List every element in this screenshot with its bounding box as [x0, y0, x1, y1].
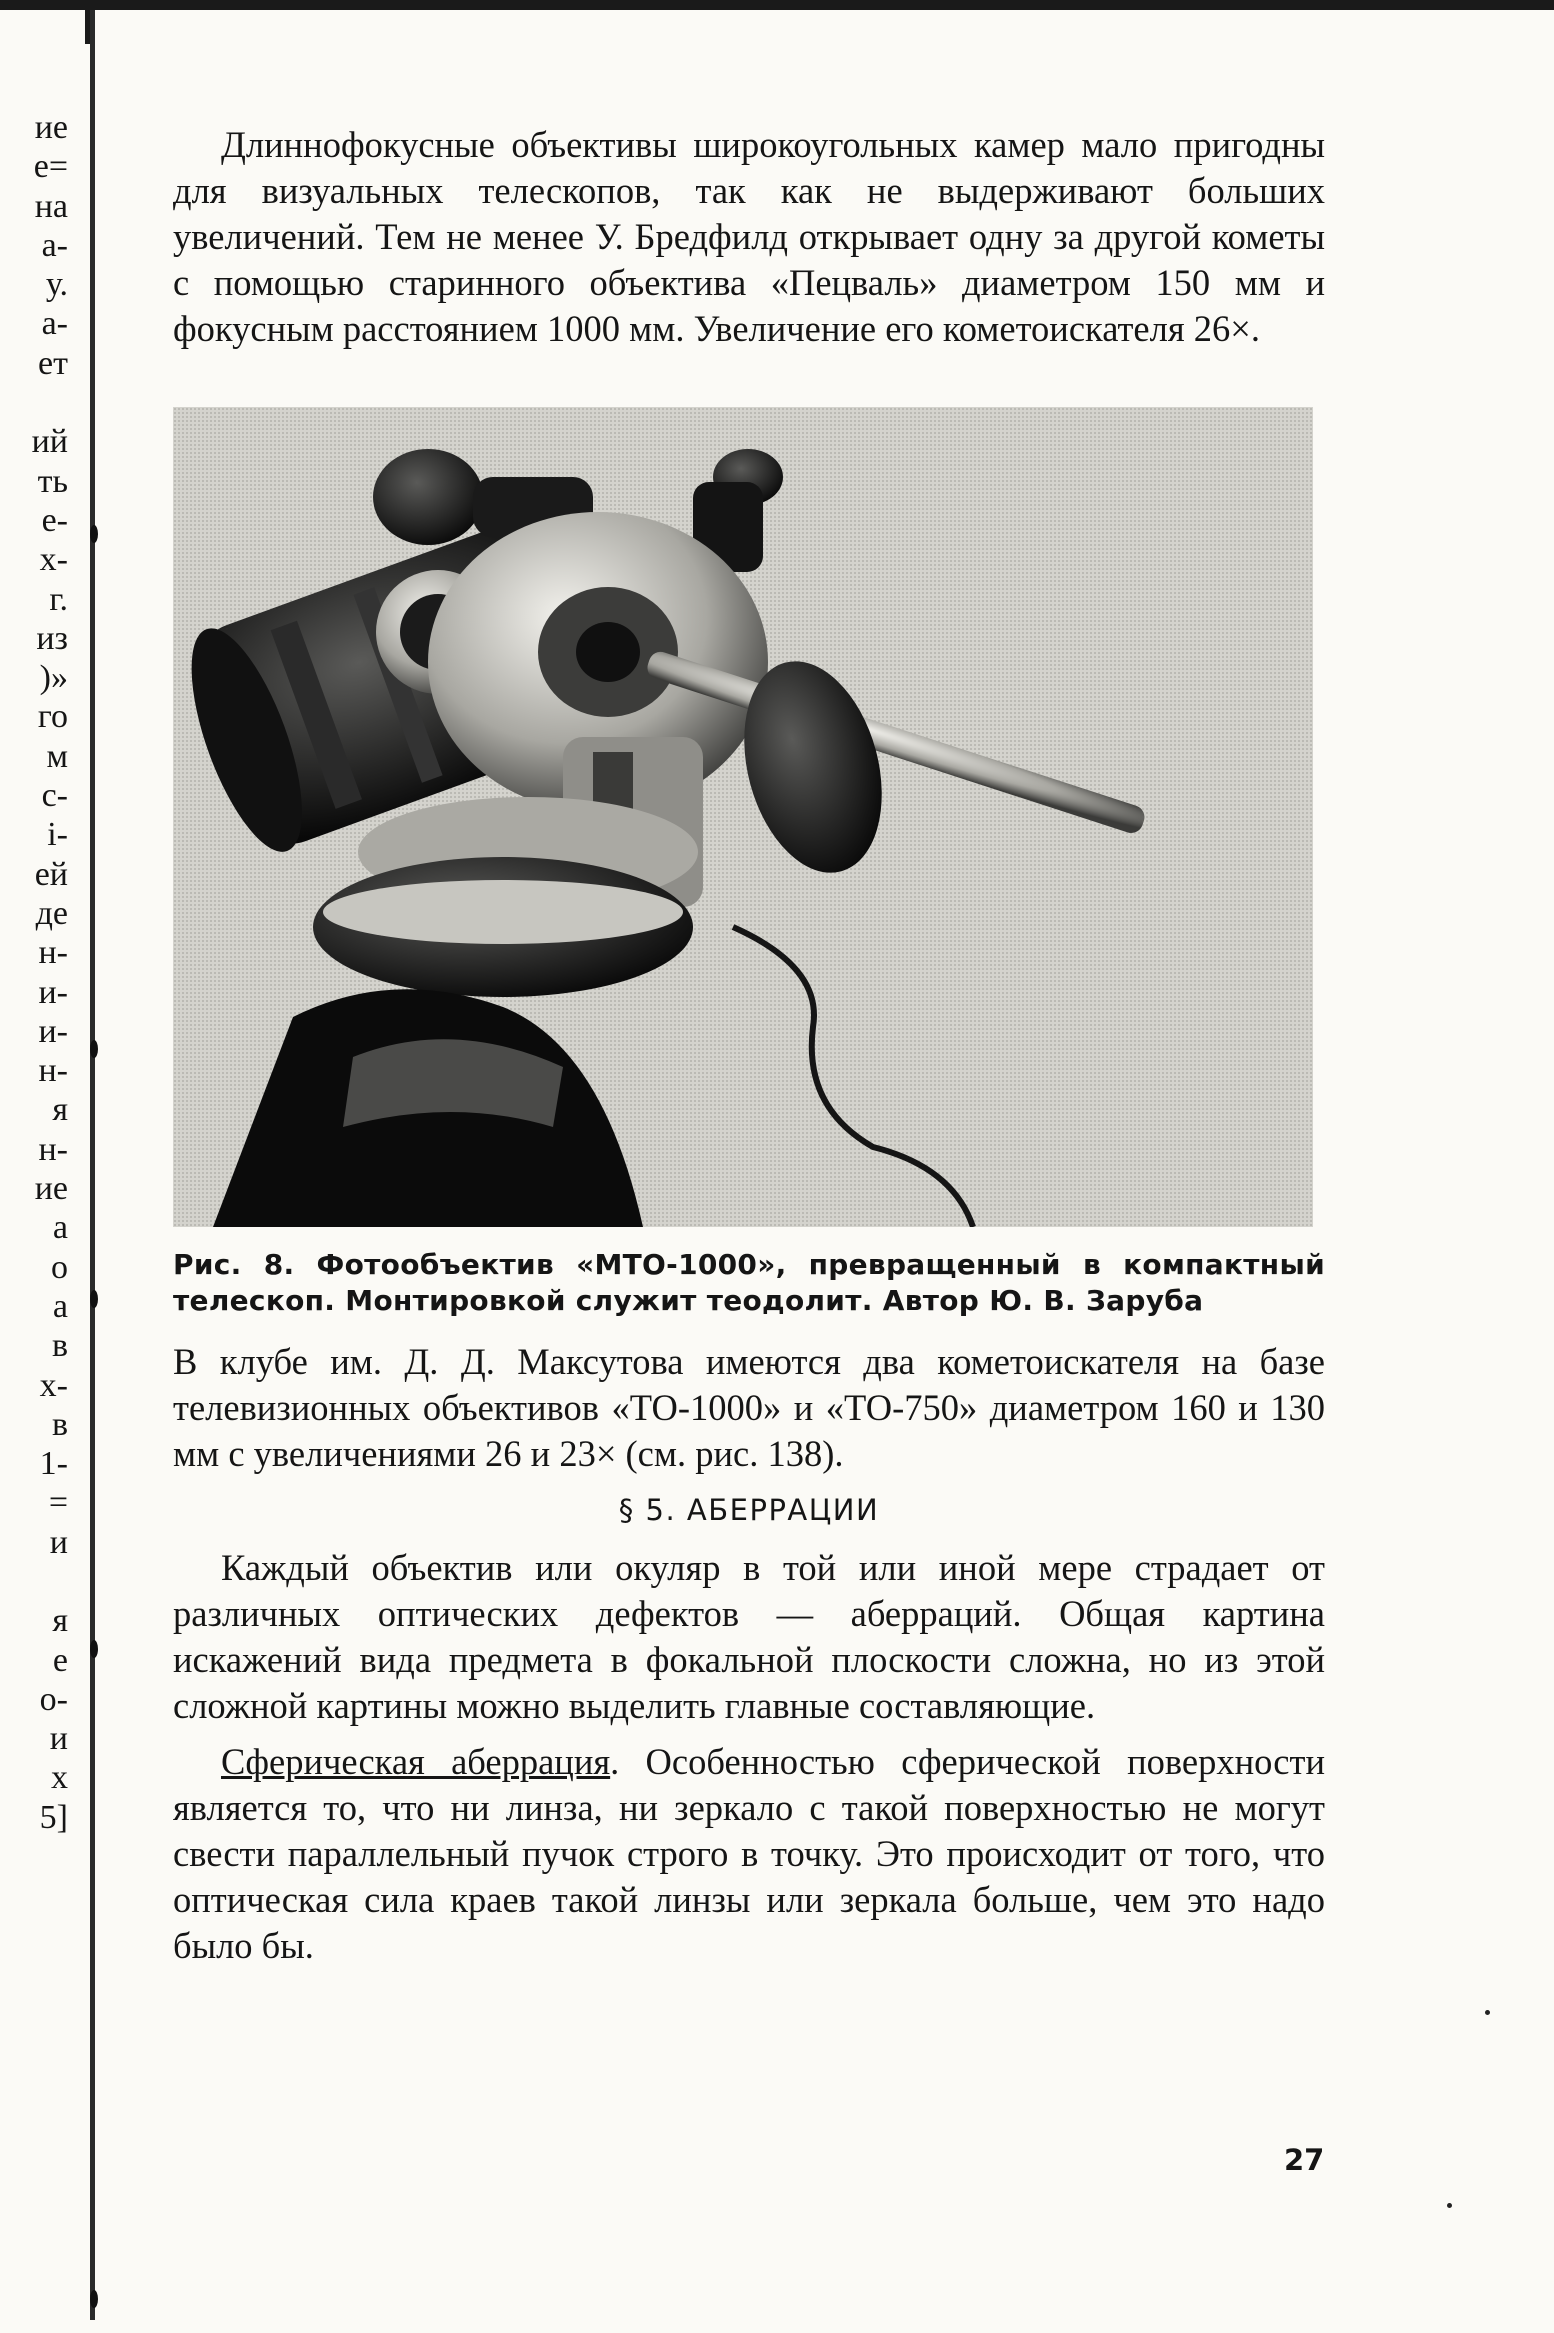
- paragraph-spherical-aberration: [173, 1739, 1325, 1969]
- gutter-marks: [86, 0, 100, 2333]
- margin-fragment: а: [52, 1209, 68, 1247]
- figure-caption: Рис. 8. Фотообъектив «МТО-1000», превращенный в компактный телескоп. Монтировкой служит теодолит. Автор Ю. В. Заруба: [173, 1248, 1325, 1317]
- margin-fragment: а-: [41, 226, 68, 264]
- margin-fragment: 1-: [39, 1445, 68, 1483]
- paragraph-maksutov-club: В клубе им. Д. Д. Максутова имеются два кометоискателя на базе телевизионных объективов «ТО-1000» и «ТО-750» диаметром 160 и 130 мм с увеличениями 26 и 23× (см. рис. 138).: [173, 1341, 1325, 1474]
- margin-fragment: а: [52, 1287, 68, 1325]
- margin-fragment: е: [52, 1641, 68, 1679]
- margin-fragment: м: [46, 737, 68, 775]
- margin-fragment: [0, 383, 68, 422]
- speck: [1447, 2203, 1452, 2208]
- figure-mto1000-telescope-photo: [173, 407, 1313, 1227]
- margin-fragment: н-: [38, 1052, 68, 1090]
- margin-fragment: и: [49, 1523, 68, 1561]
- term-spherical-aberration: Сферическая аберрация: [221, 1741, 611, 1782]
- paragraph-long-focus-lenses: Длиннофокусные объективы широкоугольных камер мало пригодны для визуальных телескопов, так как не выдерживают больших увеличений. Тем не менее У. Бредфилд открывает одну за другой кометы с помощью старинного объектива «Пецваль» диаметром 150 мм и фокусным расстоянием 1000 мм. Увеличение его кометоискателя 26×.: [173, 124, 1325, 349]
- margin-fragment: х-: [39, 1366, 68, 1404]
- margin-fragment: н-: [38, 1130, 68, 1168]
- scan-top-edge: [0, 0, 1554, 10]
- telescope-illustration: [173, 407, 1313, 1227]
- margin-fragment: ет: [38, 344, 68, 382]
- paragraph-aberrations-intro: Каждый объектив или окуляр в той или иной мере страдает от различных оптических дефектов — аберраций. Общая картина искажений вида предмета в фокальной плоскости сложна, но из этой сложной картины можно выделить главные составляющие.: [173, 1547, 1325, 1726]
- margin-fragment: о-: [39, 1680, 68, 1718]
- margin-fragment: из: [36, 619, 68, 657]
- margin-fragment: у.: [45, 266, 68, 304]
- section-heading-aberrations: § 5. АБЕРРАЦИИ: [618, 1493, 880, 1527]
- margin-fragment: х: [51, 1759, 68, 1797]
- margin-fragment: и: [49, 1720, 68, 1758]
- margin-fragment: ей: [34, 855, 68, 893]
- margin-fragment: ие: [34, 109, 68, 146]
- margin-fragment: в: [51, 1405, 68, 1443]
- margin-fragment: г.: [49, 580, 68, 618]
- margin-fragment: [0, 1562, 68, 1601]
- page-number: 27: [1284, 2143, 1325, 2177]
- margin-fragment: и-: [38, 1012, 68, 1050]
- margin-fragment: н-: [38, 934, 68, 972]
- margin-fragment: на: [34, 187, 68, 225]
- margin-fragment: о: [51, 1248, 68, 1286]
- margin-fragment: е=: [33, 148, 68, 186]
- margin-fragment: х-: [39, 541, 68, 579]
- margin-fragment: ий: [31, 423, 68, 461]
- page-content: [173, 122, 1325, 1969]
- previous-page-margin-fragments: [0, 108, 68, 1837]
- margin-fragment: е-: [41, 501, 68, 539]
- margin-fragment: я: [52, 1091, 68, 1129]
- paragraph-spherical-aberration-text: . Особенностью сферической поверхности является то, что ни линза, ни зеркало с такой поверхностью не могут свести параллельный пучок строго в точку. Это происходит от того, что оптическая сила краев такой линзы или зеркала больше, чем это надо было бы.: [173, 1741, 1325, 1966]
- margin-fragment: де: [35, 894, 68, 932]
- speck: [1485, 2010, 1490, 2015]
- margin-fragment: го: [37, 698, 68, 736]
- margin-fragment: а-: [41, 305, 68, 343]
- margin-fragment: )»: [39, 659, 68, 697]
- margin-fragment: я: [52, 1602, 68, 1640]
- margin-fragment: =: [48, 1484, 68, 1522]
- margin-fragment: і-: [47, 816, 68, 854]
- margin-fragment: в: [51, 1327, 68, 1365]
- margin-fragment: ие: [34, 1170, 68, 1208]
- margin-fragment: 5]: [39, 1798, 68, 1836]
- margin-fragment: с-: [41, 777, 68, 815]
- margin-fragment: ть: [37, 462, 68, 500]
- margin-fragment: и-: [38, 973, 68, 1011]
